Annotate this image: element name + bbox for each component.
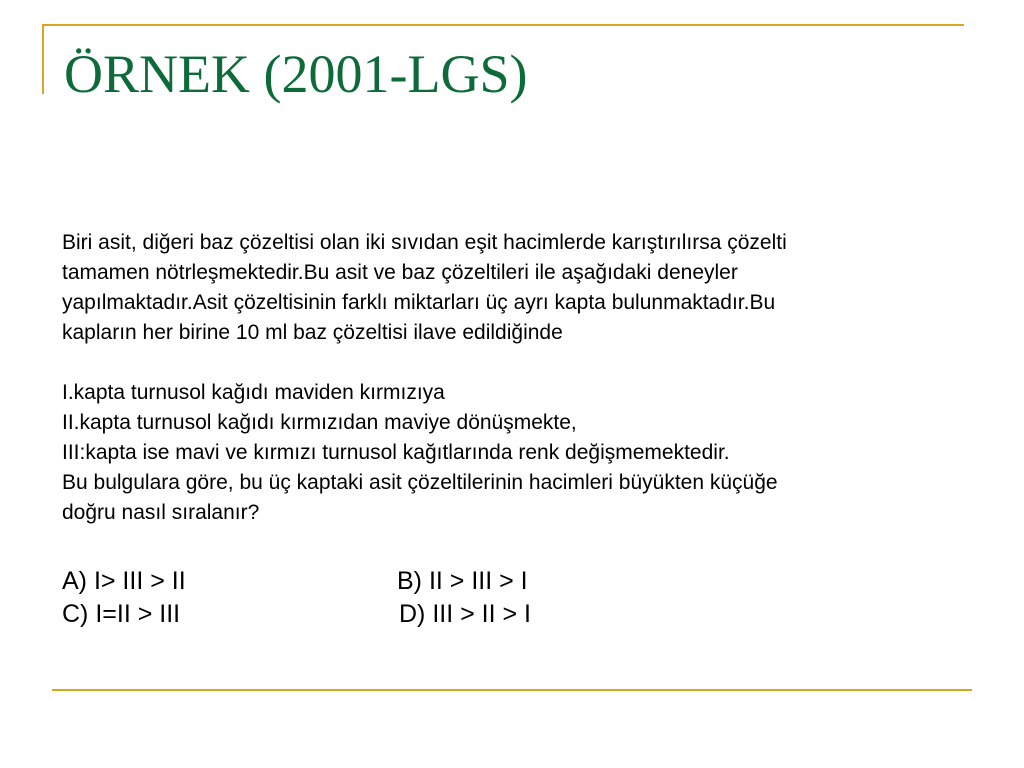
intro-line: yapılmaktadır.Asit çözeltisinin farklı miktarları üç ayrı kapta bulunmaktadır.Bu: [62, 291, 776, 314]
answer-options: [62, 565, 662, 631]
answer-row: [62, 598, 662, 631]
left-accent-line: [42, 26, 44, 94]
intro-line: Biri asit, diğeri baz çözeltisi olan iki sıvıdan eşit hacimlerde karıştırılırsa çözelti: [62, 231, 787, 254]
answer-row: [62, 565, 662, 598]
observation-line: I.kapta turnusol kağıdı maviden kırmızıya: [62, 381, 445, 404]
intro-line: tamamen nötrleşmektedir.Bu asit ve baz çözeltileri ile aşağıdaki deneyler: [62, 261, 738, 284]
intro-line: kapların her birine 10 ml baz çözeltisi ilave edildiğinde: [62, 321, 563, 344]
option-c: C) I=II > III: [62, 600, 181, 628]
observation-line: II.kapta turnusol kağıdı kırmızıdan maviye dönüşmekte,: [62, 411, 577, 434]
paragraph-gap: [62, 348, 962, 378]
option-b: B) II > III > I: [397, 567, 528, 595]
option-a: A) I> III > II: [62, 567, 186, 595]
question-body: [62, 228, 962, 528]
observation-line: III:kapta ise mavi ve kırmızı turnusol kağıtlarında renk değişmemektedir.: [62, 441, 730, 464]
question-line: Bu bulgulara göre, bu üç kaptaki asit çözeltilerinin hacimleri büyükten küçüğe: [62, 471, 778, 494]
top-divider-line: [42, 24, 964, 26]
option-d: D) III > II > I: [399, 600, 531, 628]
slide-title: ÖRNEK (2001-LGS): [64, 44, 528, 104]
bottom-divider-line: [52, 689, 972, 691]
question-line: doğru nasıl sıralanır?: [62, 501, 260, 524]
